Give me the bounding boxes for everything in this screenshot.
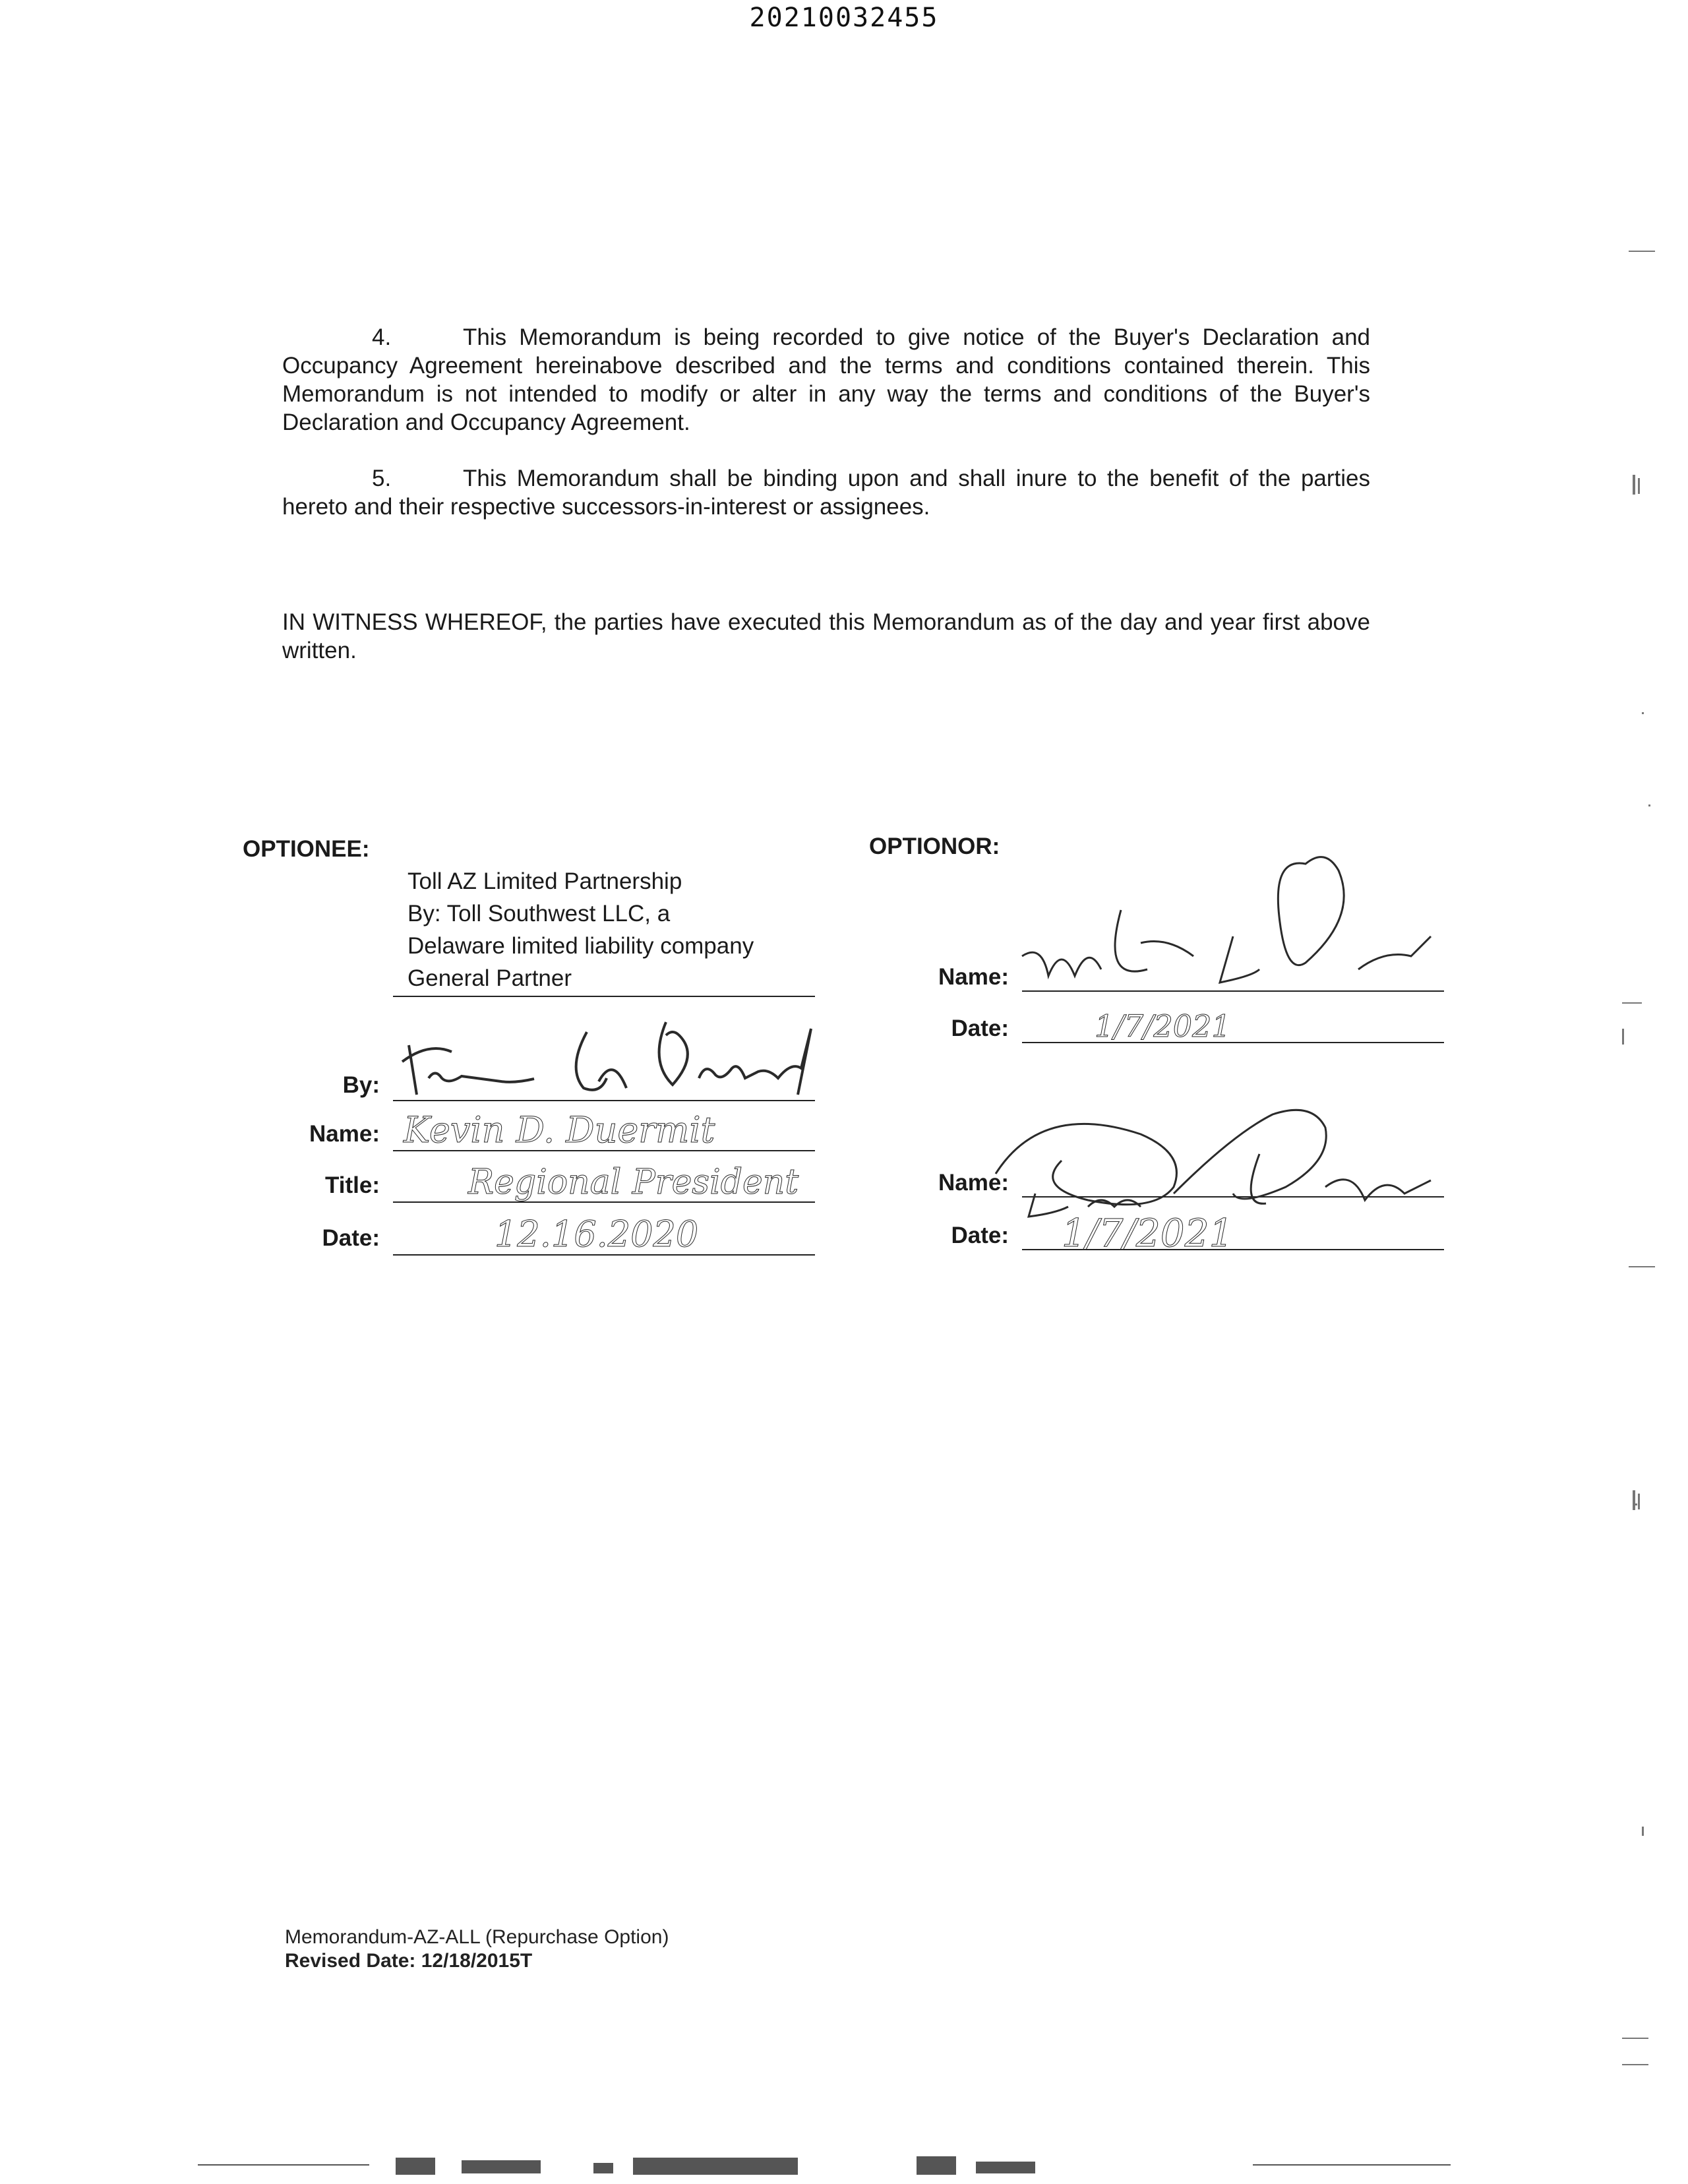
entity-line: Toll AZ Limited Partnership <box>407 868 682 894</box>
date-label: Date: <box>951 1223 1009 1248</box>
document-number: 20210032455 <box>749 3 939 33</box>
paragraph-4 <box>282 323 1370 437</box>
paragraph-number: 4. <box>372 324 392 350</box>
svg-text:1/7/2021: 1/7/2021 <box>1062 1211 1234 1256</box>
footer-form-name: Memorandum-AZ-ALL (Repurchase Option) <box>285 1926 669 1948</box>
paragraph-text: This Memorandum shall be binding upon and shall inure to the benefit of the parties hereto and their respective successors-in-interest or assignees. <box>282 466 1370 520</box>
paragraph-number: 5. <box>372 466 392 491</box>
title-label: Title: <box>325 1172 380 1198</box>
svg-text:1/7/2021: 1/7/2021 <box>1095 1008 1231 1044</box>
entity-underline <box>393 996 815 997</box>
optionee-signature <box>389 1016 851 1114</box>
optionor-date-handwritten-2 <box>1022 1200 1444 1259</box>
optionor-header: OPTIONOR: <box>869 834 1000 859</box>
optionor-date-handwritten-1 <box>1022 996 1444 1048</box>
name-label: Name: <box>938 964 1009 990</box>
date-label: Date: <box>951 1016 1009 1041</box>
paragraph-text: This Memorandum is being recorded to give notice of the Buyer's Declaration and Occupancy Agreement hereinabove described and the terms and conditions contained therein. This Memorandum is not intended to modify or alter in any way the terms and conditions of the Buyer's Declaration and Occupancy Agreement. <box>282 324 1370 435</box>
optionor-signature-1 <box>1015 844 1451 996</box>
witness-clause: IN WITNESS WHEREOF, the parties have executed this Memorandum as of the day and year first above written. <box>282 609 1370 663</box>
optionee-title-handwritten <box>396 1151 870 1203</box>
name-label: Name: <box>309 1121 380 1147</box>
footer-revised-date: Revised Date: 12/18/2015T <box>285 1950 533 1972</box>
entity-line: General Partner <box>407 965 572 991</box>
footer <box>285 1926 669 1973</box>
entity-line: Delaware limited liability company <box>407 933 754 959</box>
svg-text:Kevin D. Duermit: Kevin D. Duermit <box>404 1109 715 1151</box>
scan-noise <box>1609 198 1681 2110</box>
optionee-entity <box>407 865 816 994</box>
entity-line: By: Toll Southwest LLC, a <box>407 901 671 926</box>
optionee-date-handwritten <box>396 1200 818 1253</box>
by-label: By: <box>342 1072 380 1098</box>
svg-text:12.16.2020: 12.16.2020 <box>495 1213 699 1255</box>
date-label: Date: <box>322 1225 380 1251</box>
svg-text:Regional President: Regional President <box>468 1163 799 1202</box>
scan-edge-artifact <box>0 2155 1688 2175</box>
name-label: Name: <box>938 1170 1009 1196</box>
optionee-name-handwritten <box>396 1101 844 1154</box>
optionee-header: OPTIONEE: <box>243 836 370 862</box>
paragraph-5 <box>282 464 1370 521</box>
